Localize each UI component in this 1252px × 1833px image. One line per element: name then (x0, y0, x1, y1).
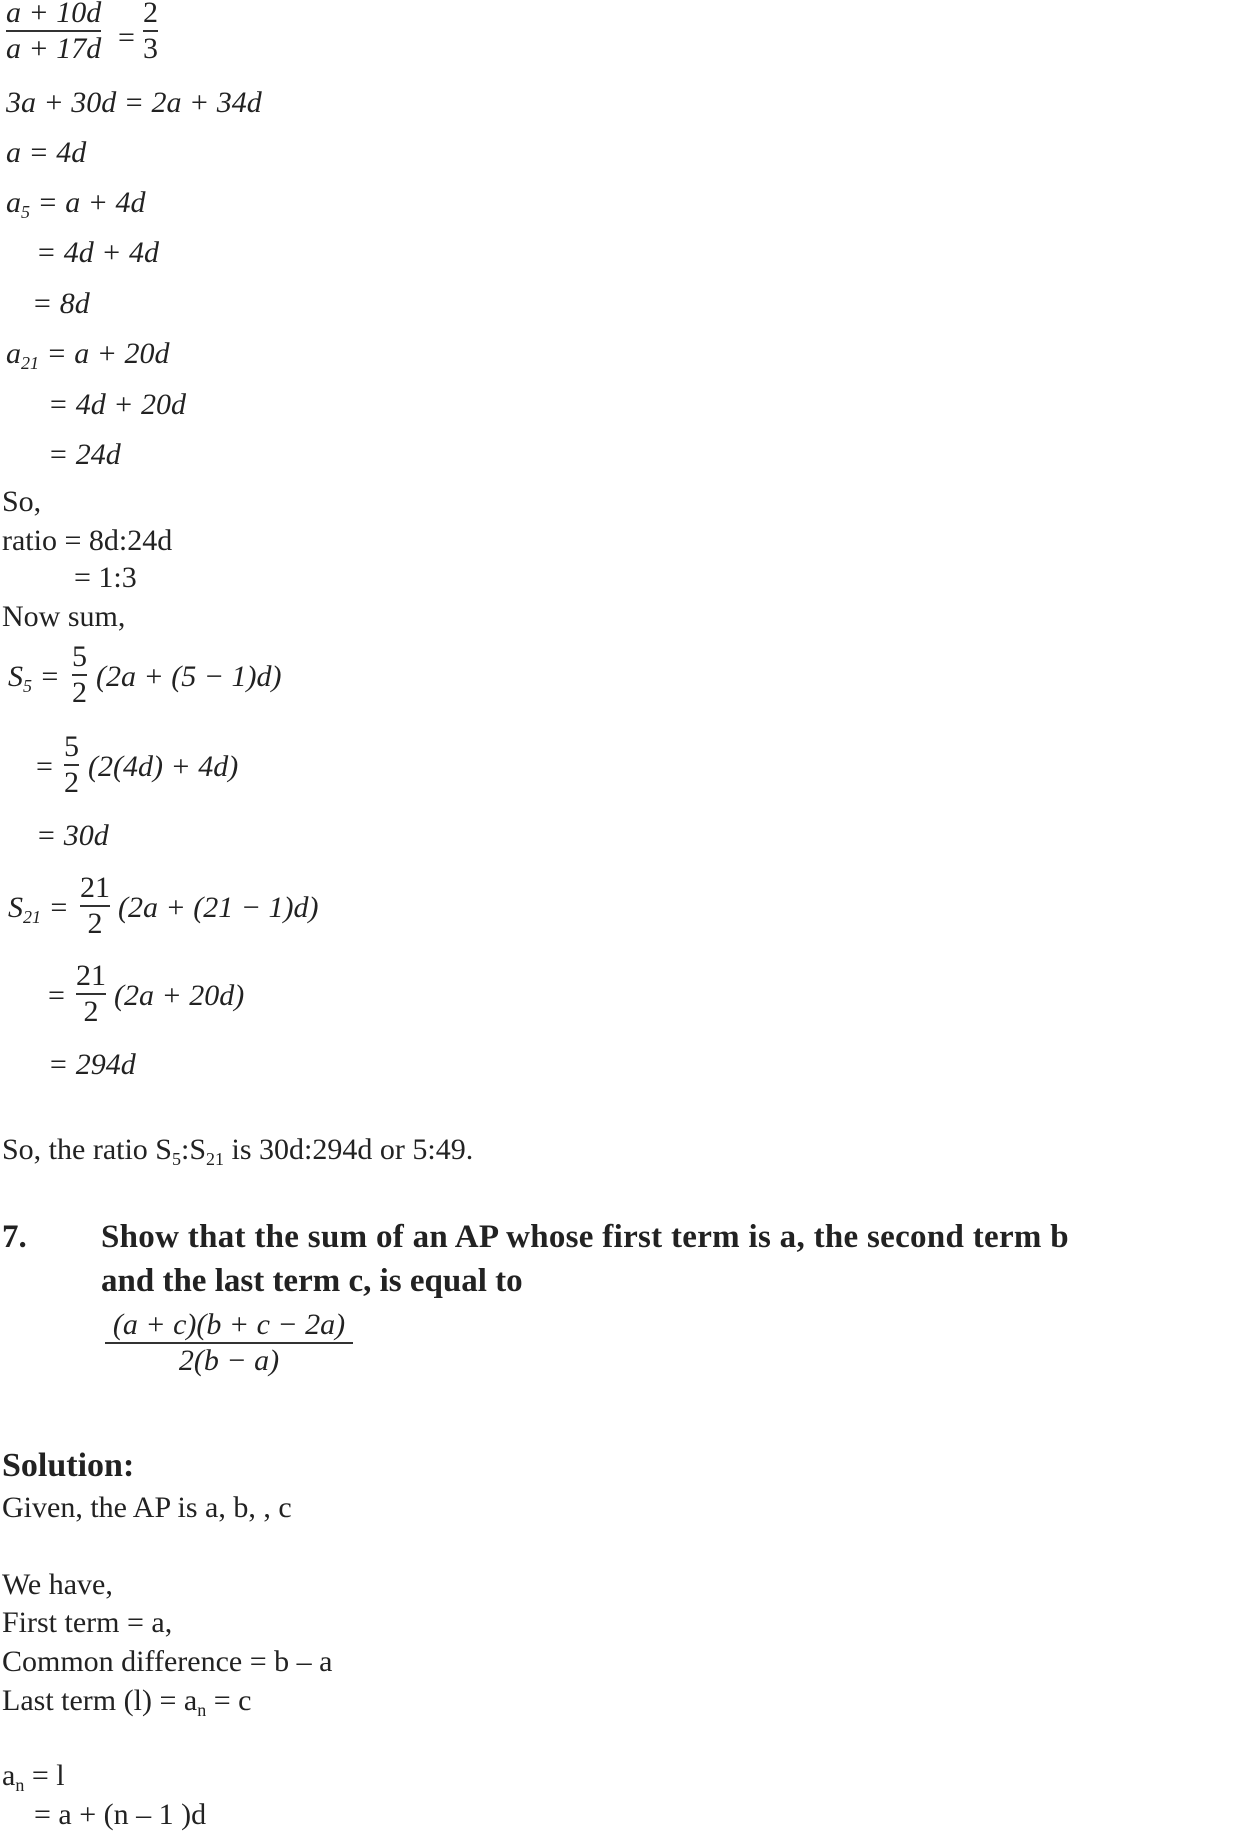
subscript: n (197, 1700, 207, 1720)
s5-lhs (8, 659, 60, 704)
question-text: and the last term c, is equal to (101, 1263, 523, 1299)
numerator: 21 (76, 959, 106, 992)
fraction (76, 959, 106, 1029)
math-line: = 294d (48, 1048, 136, 1081)
numerator: 2 (143, 0, 158, 29)
numerator: (a + c)(b + c − 2a) (112, 1308, 346, 1341)
numerator: a + 10d (6, 0, 102, 29)
term: = a + 4d (30, 186, 146, 219)
math-line: = 4d + 4d (36, 236, 159, 269)
text: = l (24, 1759, 65, 1792)
text-line: = a + (n – 1 )d (34, 1798, 207, 1831)
denominator: 2(b − a) (178, 1344, 280, 1377)
numerator: 21 (80, 871, 110, 904)
term: S (8, 660, 23, 693)
math-line: (2(4d) + 4d) (88, 750, 239, 783)
text: S (189, 1133, 207, 1166)
denominator: 2 (64, 766, 79, 799)
subscript: n (15, 1775, 25, 1795)
math-line: (2a + (5 − 1)d) (96, 660, 282, 693)
question-text: Show that the sum of an AP whose first term is a, the second term b (101, 1219, 1069, 1255)
text-line (2, 1683, 251, 1728)
question-formula (105, 1308, 353, 1378)
numerator: 5 (72, 640, 87, 673)
math-line: = 8d (32, 287, 90, 320)
fraction (64, 730, 79, 800)
math-line: = 24d (48, 438, 121, 471)
text: : (181, 1133, 190, 1166)
math-line: 3a + 30d = 2a + 34d (6, 86, 262, 119)
term: a (6, 186, 21, 219)
math-line (6, 336, 170, 381)
equals: = (118, 21, 135, 54)
math-line: a = 4d (6, 136, 87, 169)
subscript: 5 (23, 676, 32, 696)
text: a (2, 1759, 16, 1792)
term: = a + 20d (39, 337, 170, 370)
fraction (80, 871, 110, 941)
text-line: ratio = 8d:24d (2, 524, 173, 557)
text: = c (206, 1684, 252, 1717)
denominator: 3 (143, 32, 158, 65)
text-line: First term = a, (2, 1606, 173, 1639)
text-line: Now sum, (2, 600, 126, 633)
text-line: We have, (2, 1568, 113, 1601)
text-line: Common difference = b – a (2, 1645, 333, 1678)
subscript: 21 (21, 353, 39, 373)
fraction-equation (6, 0, 101, 66)
equals: = (36, 750, 53, 783)
text-line: Given, the AP is a, b, , c (2, 1491, 292, 1524)
math-line: = 30d (36, 819, 109, 852)
subscript: 5 (172, 1149, 181, 1169)
math-line: (2a + 20d) (114, 979, 245, 1012)
numerator: 5 (64, 730, 79, 763)
text: So, the ratio S (2, 1133, 172, 1166)
text: is 30d:294d or 5:49. (224, 1133, 474, 1166)
s21-lhs (8, 890, 69, 935)
math-line: (2a + (21 − 1)d) (118, 891, 319, 924)
denominator: 2 (87, 907, 103, 940)
math-line: = 4d + 20d (48, 388, 186, 421)
question-number: 7. (2, 1219, 27, 1255)
equals: = (39, 660, 60, 693)
equals: = (48, 891, 69, 924)
ratio-fraction (143, 0, 158, 66)
fraction (72, 640, 87, 710)
solution-heading: Solution: (2, 1447, 135, 1484)
subscript: 5 (21, 202, 30, 222)
equals: = (48, 979, 65, 1012)
subscript: 21 (206, 1149, 225, 1169)
denominator: 2 (83, 995, 99, 1028)
denominator: a + 17d (6, 32, 102, 65)
conclusion (2, 1132, 473, 1177)
text: Last term (l) = a (2, 1684, 198, 1717)
term: a (6, 337, 21, 370)
term: S (8, 891, 23, 924)
subscript: 21 (23, 907, 41, 927)
text-line: So, (2, 485, 42, 518)
text-line: = 1:3 (74, 561, 137, 594)
math-line (6, 185, 146, 230)
denominator: 2 (72, 676, 87, 709)
